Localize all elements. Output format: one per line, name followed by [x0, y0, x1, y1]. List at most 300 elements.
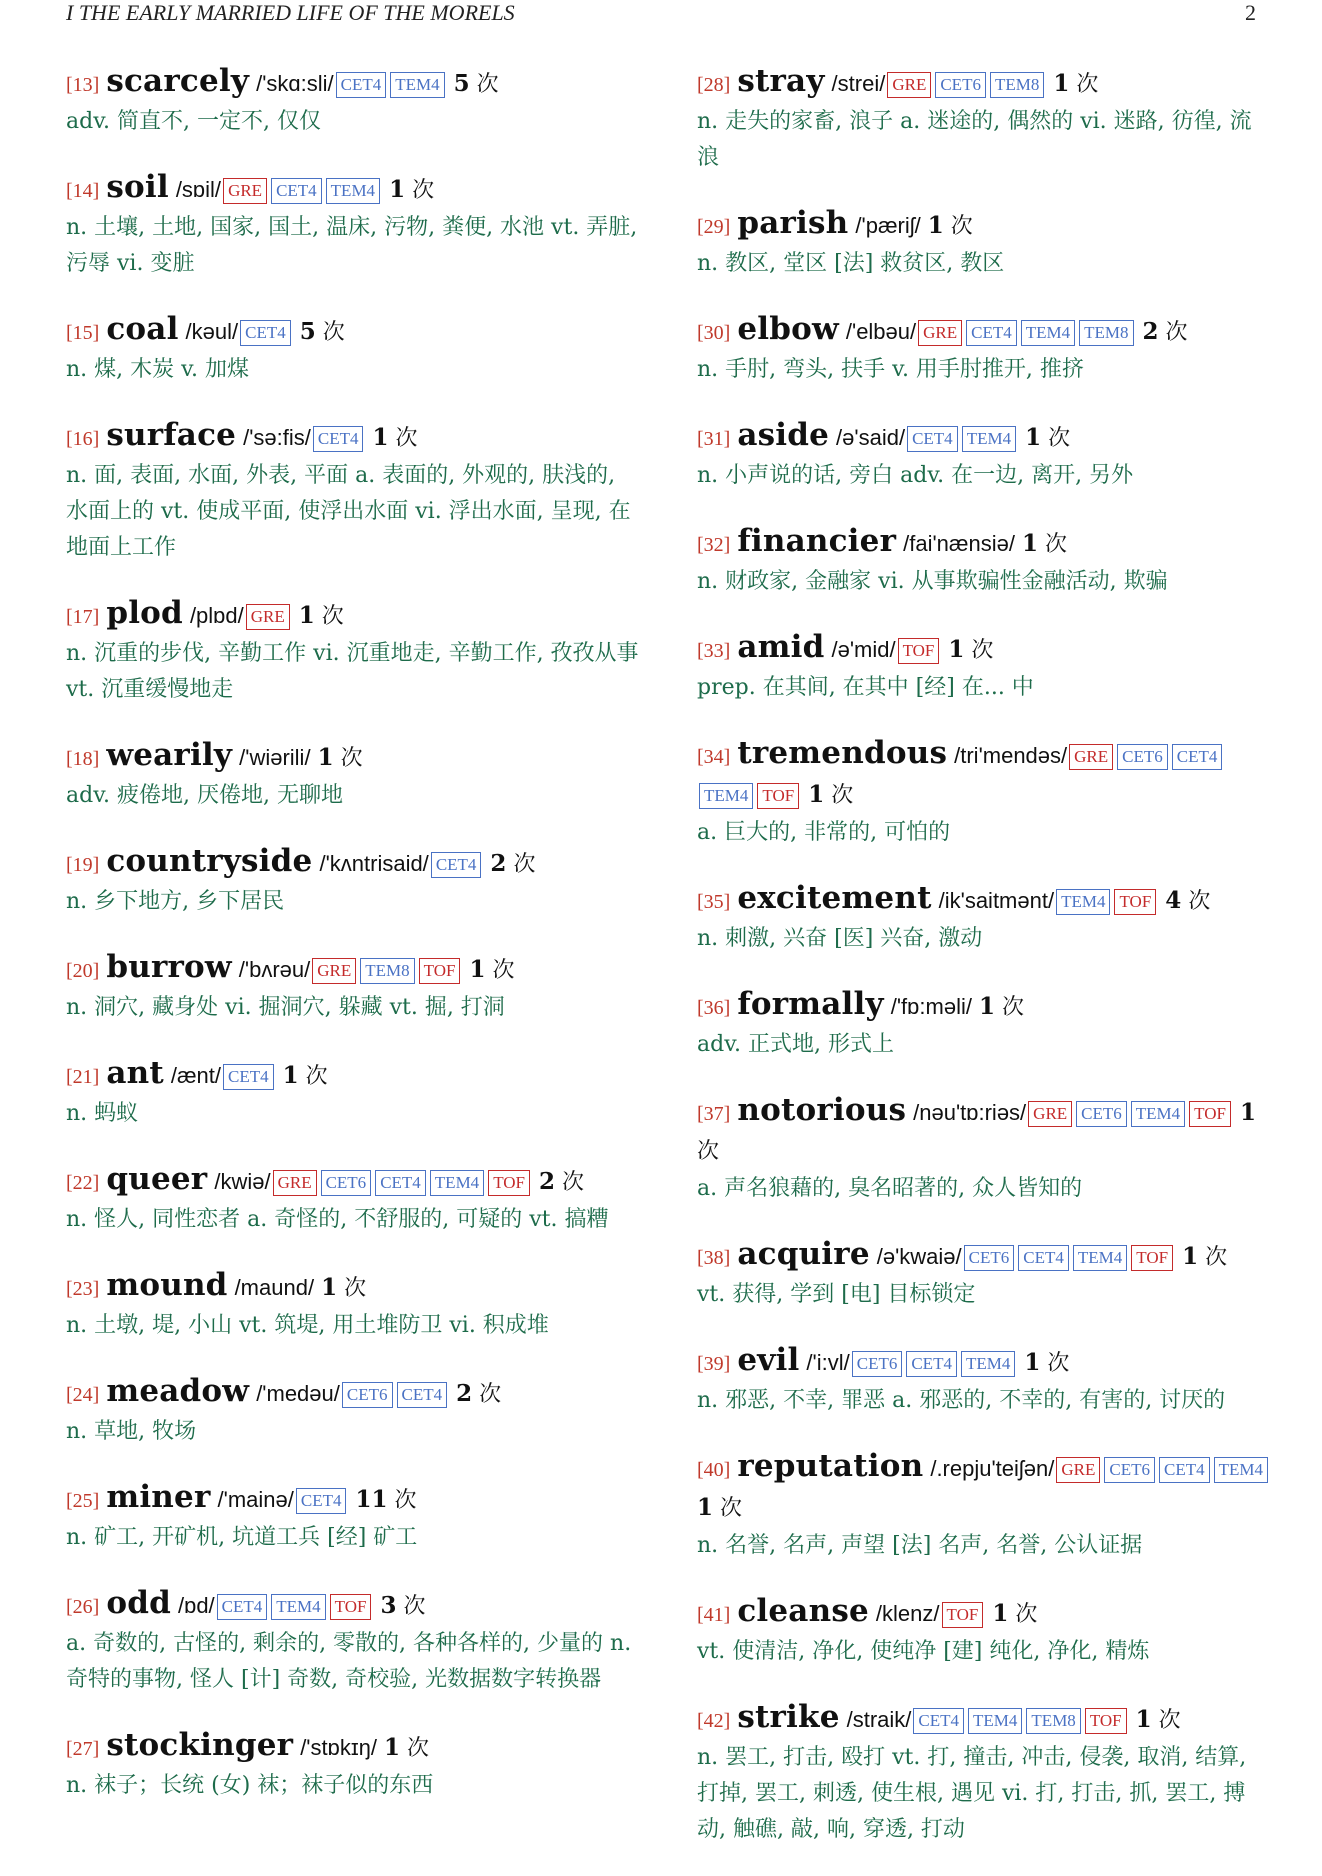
phonetic: /tri'mendəs/: [954, 743, 1068, 768]
chapter-title: I THE EARLY MARRIED LIFE OF THE MORELS: [66, 0, 515, 25]
entry-headline: [66, 62, 642, 104]
headword: scarcely: [106, 63, 250, 99]
exam-tag-tof: TOF: [1085, 1708, 1127, 1734]
frequency-unit: 次: [321, 604, 344, 629]
definition: a. 声名狼藉的, 臭名昭著的, 众人皆知的: [697, 1176, 1083, 1201]
headword: financier: [737, 523, 897, 559]
exam-tag-tem4: TEM4: [1214, 1457, 1268, 1483]
vocab-entry: [697, 1235, 1273, 1313]
entry-number: [24]: [66, 1384, 100, 1406]
phonetic: /ə'mid/: [831, 637, 896, 662]
headword: mound: [106, 1267, 228, 1303]
entry-headline: [66, 1726, 642, 1768]
exam-tag-gre: GRE: [1028, 1101, 1072, 1127]
frequency-unit: 次: [395, 426, 418, 451]
exam-tag-tem4: TEM4: [1056, 889, 1110, 915]
entry-headline: [697, 734, 1273, 815]
entry-number: [23]: [66, 1278, 100, 1300]
frequency-unit: 次: [1044, 532, 1067, 557]
entry-headline: [66, 416, 642, 458]
entry-headline: [66, 1054, 642, 1096]
entry-number: [15]: [66, 322, 100, 344]
exam-tag-cet4: CET4: [240, 320, 291, 346]
frequency-unit: 次: [344, 1276, 367, 1301]
frequency-unit: 次: [971, 638, 994, 663]
phonetic: /'i:vl/: [806, 1350, 850, 1375]
headword: reputation: [737, 1448, 924, 1484]
headword: meadow: [106, 1373, 250, 1409]
frequency-count: 1: [1021, 530, 1038, 557]
definition: adv. 简直不, 一定不, 仅仅: [66, 109, 321, 134]
frequency-count: 5: [299, 318, 316, 345]
headword: countryside: [106, 843, 313, 879]
headword: stray: [737, 63, 825, 99]
vocab-entry: [66, 168, 642, 282]
frequency-count: 2: [490, 850, 507, 877]
entry-number: [19]: [66, 854, 100, 876]
frequency-count: 11: [355, 1486, 388, 1513]
exam-tag-tem8: TEM8: [360, 958, 414, 984]
headword: ant: [106, 1055, 164, 1091]
phonetic: /kwiə/: [214, 1169, 271, 1194]
entry-number: [13]: [66, 74, 100, 96]
entry-number: [17]: [66, 606, 100, 628]
running-head: [66, 0, 1256, 28]
left-column: [66, 62, 642, 1832]
vocab-entry: [697, 985, 1273, 1063]
definition: n. 刺激, 兴奋 [医] 兴奋, 激动: [697, 926, 983, 951]
phonetic: /ænt/: [170, 1063, 222, 1088]
headword: excitement: [737, 880, 932, 916]
exam-tag-cet6: CET6: [1104, 1457, 1155, 1483]
exam-tag-cet4: CET4: [375, 1170, 426, 1196]
frequency-count: 1: [978, 993, 995, 1020]
entry-headline: [66, 842, 642, 884]
entry-number: [34]: [697, 746, 731, 768]
frequency-unit: 次: [1047, 1351, 1070, 1376]
frequency-unit: 次: [476, 72, 499, 97]
frequency-count: 5: [453, 70, 470, 97]
frequency-unit: 次: [950, 214, 973, 239]
exam-tag-cet6: CET6: [1076, 1101, 1127, 1127]
headword: odd: [106, 1585, 171, 1621]
phonetic: /'elbəu/: [845, 319, 917, 344]
vocab-entry: [697, 416, 1273, 494]
frequency-count: 1: [1024, 1349, 1041, 1376]
definition: n. 土墩, 堤, 小山 vt. 筑堤, 用土堆防卫 vi. 积成堆: [66, 1313, 549, 1338]
entry-headline: [66, 310, 642, 352]
frequency-unit: 次: [720, 1496, 743, 1521]
headword: cleanse: [737, 1593, 869, 1629]
exam-tag-tof: TOF: [898, 638, 940, 664]
phonetic: /straik/: [846, 1707, 912, 1732]
vocab-entry: [66, 1726, 642, 1804]
vocab-entry: [66, 1266, 642, 1344]
frequency-count: 1: [1053, 70, 1070, 97]
frequency-unit: 次: [831, 783, 854, 808]
definition: n. 沉重的步伐, 辛勤工作 vi. 沉重地走, 辛勤工作, 孜孜从事 vt. 沉重缓慢地走: [66, 641, 639, 702]
entry-number: [28]: [697, 74, 731, 96]
exam-tag-gre: GRE: [246, 604, 290, 630]
headword: wearily: [106, 737, 233, 773]
exam-tag-cet4: CET4: [966, 320, 1017, 346]
phonetic: /'stɒkɪŋ/: [300, 1735, 378, 1760]
entry-headline: [66, 948, 642, 990]
exam-tag-cet4: CET4: [1172, 744, 1223, 770]
exam-tag-tof: TOF: [1189, 1101, 1231, 1127]
exam-tag-tem8: TEM8: [1079, 320, 1133, 346]
exam-tag-tof: TOF: [757, 783, 799, 809]
definition: a. 奇数的, 古怪的, 剩余的, 零散的, 各种各样的, 少量的 n. 奇特的事物, 怪人 [计] 奇数, 奇校验, 光数据数字转换器: [66, 1631, 632, 1692]
definition: n. 罢工, 打击, 殴打 vt. 打, 撞击, 冲击, 侵袭, 取消, 结算, 打掉, 罢工, 刺透, 使生根, 遇见 vi. 打, 打击, 抓, 罢工, 搏动, 触礁, 敲, 响, 穿透, 打动: [697, 1745, 1247, 1842]
exam-tag-tem4: TEM4: [326, 178, 380, 204]
exam-tag-tem4: TEM4: [962, 426, 1016, 452]
definition: vt. 获得, 学到 [电] 目标锁定: [697, 1282, 976, 1307]
exam-tag-tof: TOF: [330, 1594, 372, 1620]
exam-tag-tem4: TEM4: [1131, 1101, 1185, 1127]
frequency-unit: 次: [1015, 1602, 1038, 1627]
exam-tag-cet6: CET6: [321, 1170, 372, 1196]
frequency-unit: 次: [1001, 995, 1024, 1020]
exam-tag-tem4: TEM4: [390, 72, 444, 98]
vocab-entry: [697, 310, 1273, 388]
definition: n. 煤, 木炭 v. 加煤: [66, 357, 249, 382]
exam-tag-tof: TOF: [419, 958, 461, 984]
vocab-entry: [697, 62, 1273, 176]
exam-tag-gre: GRE: [312, 958, 356, 984]
definition: n. 财政家, 金融家 vi. 从事欺骗性金融活动, 欺骗: [697, 569, 1168, 594]
definition: prep. 在其间, 在其中 [经] 在... 中: [697, 675, 1034, 700]
exam-tag-cet6: CET6: [852, 1351, 903, 1377]
entry-headline: [697, 416, 1273, 458]
exam-tag-cet4: CET4: [1018, 1245, 1069, 1271]
frequency-count: 1: [948, 636, 965, 663]
frequency-unit: 次: [394, 1488, 417, 1513]
frequency-count: 1: [372, 424, 389, 451]
definition: n. 怪人, 同性恋者 a. 奇怪的, 不舒服的, 可疑的 vt. 搞糟: [66, 1207, 609, 1232]
definition: n. 面, 表面, 水面, 外表, 平面 a. 表面的, 外观的, 肤浅的, 水面上的 vt. 使成平面, 使浮出水面 vi. 浮出水面, 呈现, 在地面上工作: [66, 463, 631, 560]
exam-tag-cet6: CET6: [935, 72, 986, 98]
phonetic: /klenz/: [875, 1601, 940, 1626]
vocab-entry: [66, 1478, 642, 1556]
frequency-unit: 次: [1165, 320, 1188, 345]
exam-tag-cet4: CET4: [397, 1382, 448, 1408]
definition: n. 走失的家畜, 浪子 a. 迷途的, 偶然的 vi. 迷路, 彷徨, 流浪: [697, 109, 1252, 170]
phonetic: /'kʌntrisaid/: [319, 851, 429, 876]
entry-headline: [697, 522, 1273, 564]
vocab-entry: [66, 736, 642, 814]
exam-tag-gre: GRE: [887, 72, 931, 98]
entry-number: [32]: [697, 534, 731, 556]
frequency-unit: 次: [479, 1382, 502, 1407]
definition: n. 蚂蚁: [66, 1101, 139, 1126]
exam-tag-cet4: CET4: [431, 852, 482, 878]
definition: adv. 疲倦地, 厌倦地, 无聊地: [66, 783, 343, 808]
phonetic: /'pæriʃ/: [855, 213, 921, 238]
vocab-entry: [66, 1584, 642, 1698]
entry-number: [39]: [697, 1353, 731, 1375]
definition: n. 小声说的话, 旁白 adv. 在一边, 离开, 另外: [697, 463, 1134, 488]
entry-number: [36]: [697, 997, 731, 1019]
headword: parish: [737, 205, 849, 241]
entry-number: [27]: [66, 1738, 100, 1760]
entry-headline: [66, 168, 642, 210]
headword: tremendous: [737, 735, 948, 771]
frequency-count: 1: [317, 744, 334, 771]
vocab-entry: [697, 1592, 1273, 1670]
frequency-unit: 次: [1048, 426, 1071, 451]
entry-number: [31]: [697, 428, 731, 450]
frequency-count: 1: [389, 176, 406, 203]
frequency-count: 1: [927, 212, 944, 239]
vocab-entry: [66, 62, 642, 140]
definition: n. 乡下地方, 乡下居民: [66, 889, 285, 914]
headword: formally: [737, 986, 884, 1022]
headword: acquire: [737, 1236, 870, 1272]
frequency-count: 4: [1165, 887, 1182, 914]
exam-tag-cet4: CET4: [313, 426, 364, 452]
exam-tag-cet4: CET4: [223, 1064, 274, 1090]
phonetic: /nəu'tɒ:riəs/: [913, 1100, 1027, 1125]
definition: n. 教区, 堂区 [法] 救贫区, 教区: [697, 251, 1005, 276]
entry-number: [21]: [66, 1066, 100, 1088]
frequency-count: 2: [1142, 318, 1159, 345]
phonetic: /sɒil/: [175, 177, 222, 202]
entry-headline: [697, 1592, 1273, 1634]
vocab-entry: [66, 1372, 642, 1450]
entry-headline: [697, 62, 1273, 104]
entry-headline: [66, 594, 642, 636]
frequency-count: 1: [384, 1734, 401, 1761]
vocab-entry: [697, 1341, 1273, 1419]
phonetic: /ə'kwaiə/: [876, 1244, 962, 1269]
exam-tag-tof: TOF: [1131, 1245, 1173, 1271]
headword: queer: [106, 1161, 208, 1197]
entry-headline: [66, 1478, 642, 1520]
headword: coal: [106, 311, 179, 347]
vocab-entry: [697, 734, 1273, 851]
exam-tag-tem4: TEM4: [968, 1708, 1022, 1734]
entry-headline: [66, 736, 642, 778]
frequency-unit: 次: [322, 320, 345, 345]
entry-number: [18]: [66, 748, 100, 770]
phonetic: /'medəu/: [256, 1381, 340, 1406]
exam-tag-tem8: TEM8: [990, 72, 1044, 98]
exam-tag-tem4: TEM4: [1021, 320, 1075, 346]
frequency-count: 1: [1239, 1099, 1256, 1126]
entry-number: [35]: [697, 891, 731, 913]
headword: elbow: [737, 311, 839, 347]
headword: surface: [106, 417, 237, 453]
entry-headline: [697, 1341, 1273, 1383]
vocab-entry: [66, 948, 642, 1026]
exam-tag-tem4: TEM4: [1073, 1245, 1127, 1271]
frequency-count: 1: [1025, 424, 1042, 451]
definition: vt. 使清洁, 净化, 使纯净 [建] 纯化, 净化, 精炼: [697, 1639, 1150, 1664]
exam-tag-gre: GRE: [918, 320, 962, 346]
frequency-count: 2: [539, 1168, 556, 1195]
exam-tag-gre: GRE: [1056, 1457, 1100, 1483]
phonetic: /'fɒ:məli/: [890, 994, 972, 1019]
exam-tag-tem4: TEM4: [961, 1351, 1015, 1377]
definition: n. 名誉, 名声, 声望 [法] 名声, 名誉, 公认证据: [697, 1533, 1143, 1558]
exam-tag-cet4: CET4: [913, 1708, 964, 1734]
entry-headline: [66, 1372, 642, 1414]
exam-tag-tem4: TEM4: [430, 1170, 484, 1196]
phonetic: /kəul/: [185, 319, 239, 344]
frequency-unit: 次: [407, 1736, 430, 1761]
entry-headline: [66, 1160, 642, 1202]
entry-headline: [697, 1698, 1273, 1740]
frequency-count: 3: [380, 1592, 397, 1619]
exam-tag-cet4: CET4: [906, 1351, 957, 1377]
definition: n. 洞穴, 藏身处 vi. 掘洞穴, 躲藏 vt. 掘, 打洞: [66, 995, 505, 1020]
vocab-entry: [66, 310, 642, 388]
frequency-count: 1: [469, 956, 486, 983]
exam-tag-cet4: CET4: [296, 1488, 347, 1514]
exam-tag-cet4: CET4: [271, 178, 322, 204]
vocab-entry: [697, 1698, 1273, 1848]
vocab-entry: [697, 1091, 1273, 1207]
exam-tag-cet4: CET4: [217, 1594, 268, 1620]
phonetic: /strei/: [831, 71, 886, 96]
entry-headline: [697, 1235, 1273, 1277]
frequency-count: 1: [282, 1062, 299, 1089]
exam-tag-tem4: TEM4: [699, 783, 753, 809]
frequency-unit: 次: [1076, 72, 1099, 97]
entry-number: [41]: [697, 1604, 731, 1626]
frequency-count: 1: [1135, 1706, 1152, 1733]
frequency-count: 1: [1182, 1243, 1199, 1270]
phonetic: /'wiərili/: [239, 745, 311, 770]
exam-tag-gre: GRE: [273, 1170, 317, 1196]
entry-headline: [697, 879, 1273, 921]
frequency-count: 1: [992, 1600, 1009, 1627]
exam-tag-tof: TOF: [942, 1602, 984, 1628]
vocab-entry: [697, 879, 1273, 957]
phonetic: /fai'nænsiə/: [903, 531, 1015, 556]
entry-headline: [697, 1091, 1273, 1171]
exam-tag-cet6: CET6: [342, 1382, 393, 1408]
entry-headline: [697, 628, 1273, 670]
entry-headline: [66, 1266, 642, 1308]
exam-tag-cet6: CET6: [964, 1245, 1015, 1271]
frequency-count: 1: [697, 1494, 714, 1521]
definition: n. 土壤, 土地, 国家, 国土, 温床, 污物, 粪便, 水池 vt. 弄脏, 污辱 vi. 变脏: [66, 215, 638, 276]
right-column: [697, 62, 1273, 1876]
exam-tag-cet6: CET6: [1117, 744, 1168, 770]
exam-tag-gre: GRE: [223, 178, 267, 204]
phonetic: /ik'saitmənt/: [938, 888, 1055, 913]
entry-headline: [697, 1447, 1273, 1528]
phonetic: /.repju'teiʃən/: [930, 1456, 1055, 1481]
entry-headline: [66, 1584, 642, 1626]
entry-number: [33]: [697, 640, 731, 662]
exam-tag-tem4: TEM4: [271, 1594, 325, 1620]
page-number: 2: [1245, 0, 1256, 25]
headword: burrow: [106, 949, 232, 985]
vocab-entry: [697, 204, 1273, 282]
entry-number: [37]: [697, 1103, 731, 1125]
headword: soil: [106, 169, 169, 205]
frequency-count: 1: [321, 1274, 338, 1301]
frequency-unit: 次: [403, 1594, 426, 1619]
phonetic: /plɒd/: [189, 603, 244, 628]
entry-number: [16]: [66, 428, 100, 450]
vocab-entry: [66, 416, 642, 566]
entry-number: [29]: [697, 216, 731, 238]
exam-tag-cet4: CET4: [907, 426, 958, 452]
headword: amid: [737, 629, 825, 665]
headword: evil: [737, 1342, 800, 1378]
phonetic: /'sə:fis/: [243, 425, 311, 450]
vocab-entry: [66, 1160, 642, 1238]
vocab-entry: [697, 1447, 1273, 1564]
entry-number: [14]: [66, 180, 100, 202]
definition: n. 袜子；长统 (女) 袜；袜子似的东西: [66, 1773, 434, 1798]
phonetic: /ə'said/: [836, 425, 906, 450]
frequency-unit: 次: [340, 746, 363, 771]
vocab-entry: [66, 1054, 642, 1132]
frequency-unit: 次: [305, 1064, 328, 1089]
entry-number: [25]: [66, 1490, 100, 1512]
headword: aside: [737, 417, 830, 453]
frequency-count: 1: [808, 781, 825, 808]
definition: n. 矿工, 开矿机, 坑道工兵 [经] 矿工: [66, 1525, 418, 1550]
frequency-count: 2: [456, 1380, 473, 1407]
vocab-entry: [697, 628, 1273, 706]
definition: n. 手肘, 弯头, 扶手 v. 用手肘推开, 推挤: [697, 357, 1084, 382]
entry-headline: [697, 985, 1273, 1027]
entry-number: [40]: [697, 1459, 731, 1481]
frequency-unit: 次: [1205, 1245, 1228, 1270]
entry-number: [42]: [697, 1710, 731, 1732]
entry-number: [38]: [697, 1247, 731, 1269]
entry-number: [26]: [66, 1596, 100, 1618]
phonetic: /ɒd/: [177, 1593, 215, 1618]
exam-tag-gre: GRE: [1069, 744, 1113, 770]
entry-number: [30]: [697, 322, 731, 344]
frequency-unit: 次: [513, 852, 536, 877]
headword: strike: [737, 1699, 840, 1735]
exam-tag-tof: TOF: [488, 1170, 530, 1196]
entry-number: [20]: [66, 960, 100, 982]
entry-headline: [697, 310, 1273, 352]
vocab-entry: [66, 594, 642, 708]
vocab-entry: [66, 842, 642, 920]
phonetic: /maund/: [234, 1275, 315, 1300]
entry-number: [22]: [66, 1172, 100, 1194]
frequency-unit: 次: [1158, 1708, 1181, 1733]
exam-tag-tof: TOF: [1114, 889, 1156, 915]
exam-tag-tem8: TEM8: [1026, 1708, 1080, 1734]
exam-tag-cet4: CET4: [336, 72, 387, 98]
phonetic: /'skɑ:sli/: [256, 71, 334, 96]
definition: n. 邪恶, 不幸, 罪恶 a. 邪恶的, 不幸的, 有害的, 讨厌的: [697, 1388, 1226, 1413]
frequency-count: 1: [298, 602, 315, 629]
frequency-unit: 次: [492, 958, 515, 983]
headword: plod: [106, 595, 183, 631]
definition: a. 巨大的, 非常的, 可怕的: [697, 820, 951, 845]
phonetic: /'mainə/: [217, 1487, 294, 1512]
exam-tag-cet4: CET4: [1159, 1457, 1210, 1483]
vocab-entry: [697, 522, 1273, 600]
headword: notorious: [737, 1092, 907, 1128]
headword: stockinger: [106, 1727, 294, 1763]
frequency-unit: 次: [697, 1139, 720, 1164]
phonetic: /'bʌrəu/: [238, 957, 311, 982]
definition: adv. 正式地, 形式上: [697, 1032, 894, 1057]
